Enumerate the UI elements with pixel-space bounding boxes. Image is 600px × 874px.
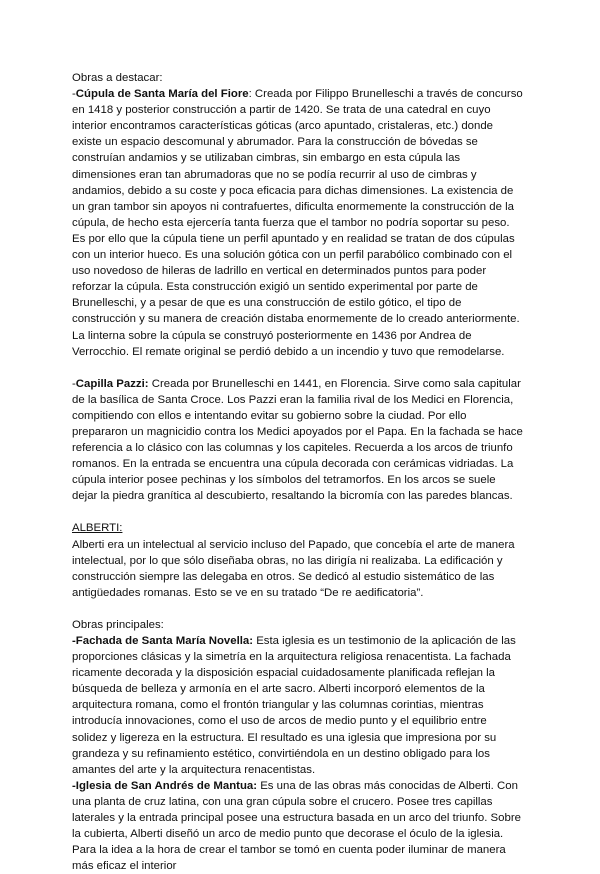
spacer — [72, 601, 524, 617]
novella-paragraph — [72, 633, 524, 778]
mantua-paragraph — [72, 778, 524, 874]
pazzi-text: Creada por Brunelleschi en 1441, en Florencia. Sirve como sala capitular de la basílica de Santa Croce. Los Pazzi eran la familia rival de los Medici en Florencia, compitiendo con ellos e intentando evitar su gobierno sobre la ciudad. Por ello prepararon un magnicidio contra los Medici apoyados por el Papa. En la fachada se hace referencia a lo clásico con las columnas y los capiteles. Recuerda a los arcos de triunfo romanos. En la entrada se encuentra una cúpula decorada con cerámicas vidriadas. La cúpula interior posee pechinas y los símbolos del tetramorfos. En los arcos se suele dejar la piedra granítica al descubierto, resaltando la bicromía con las paredes blancas. — [72, 377, 523, 503]
pazzi-title: Capilla Pazzi: — [75, 377, 149, 390]
spacer — [72, 504, 524, 520]
cupula-paragraph — [72, 86, 524, 360]
intro-heading: Obras a destacar: — [72, 72, 163, 84]
pazzi-paragraph — [72, 376, 524, 505]
cupula-dash: - — [72, 88, 76, 101]
spacer — [72, 360, 524, 376]
cupula-text: : Creada por Filippo Brunelleschi a través de concurso en 1418 y posterior construcción a partir de 1420. Se trata de una catedral en cuyo interior encontramos características góticas (arco apuntado, cristaleras, etc.) donde existe un espacio descomunal y abrumador. Para la construcción de bóvedas se construían andamios y se utilizaban cimbras, sin embargo en esta cúpula las dimensiones eran tan abrumadoras que no se podía recurrir al uso de cimbras y andamios, debido a su coste y poca eficacia para dichas dimensiones. La existencia de un gran tambor sin apoyos ni contrafuertes, dificulta enormemente la construcción de la cúpula, de hecho esta ejercería tanta fuerza que el tambor no podría soportar su peso. Es por ello que la cúpula tiene un perfil apuntado y en realidad se tratan de dos cúpulas con un interior hueco. Es una solución gótica con un perfil parabólico combinado con el uso novedoso de hileras de ladrillo en vertical en determinados puntos para poder reforzar la cúpula. Esta construcción exigió un sentido experimental por parte de Brunelleschi, y a pesar de que es una construcción de estilo gótico, el tipo de construcción y su manera de creación distaba enormemente de lo creado anteriormente. La linterna sobre la cúpula se construyó posteriormente en 1436 por Andrea de Verrocchio. El remate original se perdió debido a un incendio y tuvo que remodelarse. — [72, 88, 523, 358]
works-heading: Obras principales: — [72, 618, 164, 631]
novella-title: -Fachada de Santa María Novella: — [72, 635, 254, 647]
novella-text: Esta iglesia es un testimonio de la aplicación de las proporciones clásicas y la simetría en la arquitectura religiosa renacentista. La fachada ricamente decorada y la disposición espacial cuidadosamente planificada reflejan la búsqueda de belleza y armonía en el arte sacro. Alberti incorporó elementos de la arquitectura romana, como el frontón triangular y las columnas corintias, mientras introducía innovaciones, como el uso de arcos de medio punto y el equilibrio entre solidez y ligereza en la estructura. El resultado es una iglesia que impresiona por su grandeza y su refinamiento estético, convirtiéndola en un destino obligado para los amantes del arte y la arquitectura renacentistas. — [72, 635, 516, 776]
alberti-paragraph: Alberti era un intelectual al servicio incluso del Papado, que concebía el arte de manera intelectual, por lo que sólo diseñaba obras, no las dirigía ni realizaba. La edificación y construcción siempre las delegaba en otros. Se dedicó al estudio sistemático de las antigüedades romanas. Esto se ve en su tratado “De re aedificatoria”. — [72, 538, 515, 599]
mantua-text: Es una de las obras más conocidas de Alberti. Con una planta de cruz latina, con una gran cúpula sobre el crucero. Posee tres capillas laterales y la entrada principal posee una estructura basada en un arco del triunfo. Sobre la cubierta, Alberti diseñó un arco de medio punto que decorase el óculo de la iglesia. Para la idea a la hora de crear el tambor se tomó en cuenta poder iluminar de manera más eficaz el interior — [72, 779, 521, 873]
alberti-heading: ALBERTI: — [72, 522, 123, 535]
mantua-title: -Iglesia de San Andrés de Mantua: — [72, 779, 258, 792]
document-page — [72, 70, 524, 874]
cupula-title: Cúpula de Santa María del Fiore — [75, 88, 249, 101]
pazzi-dash: - — [72, 377, 76, 390]
